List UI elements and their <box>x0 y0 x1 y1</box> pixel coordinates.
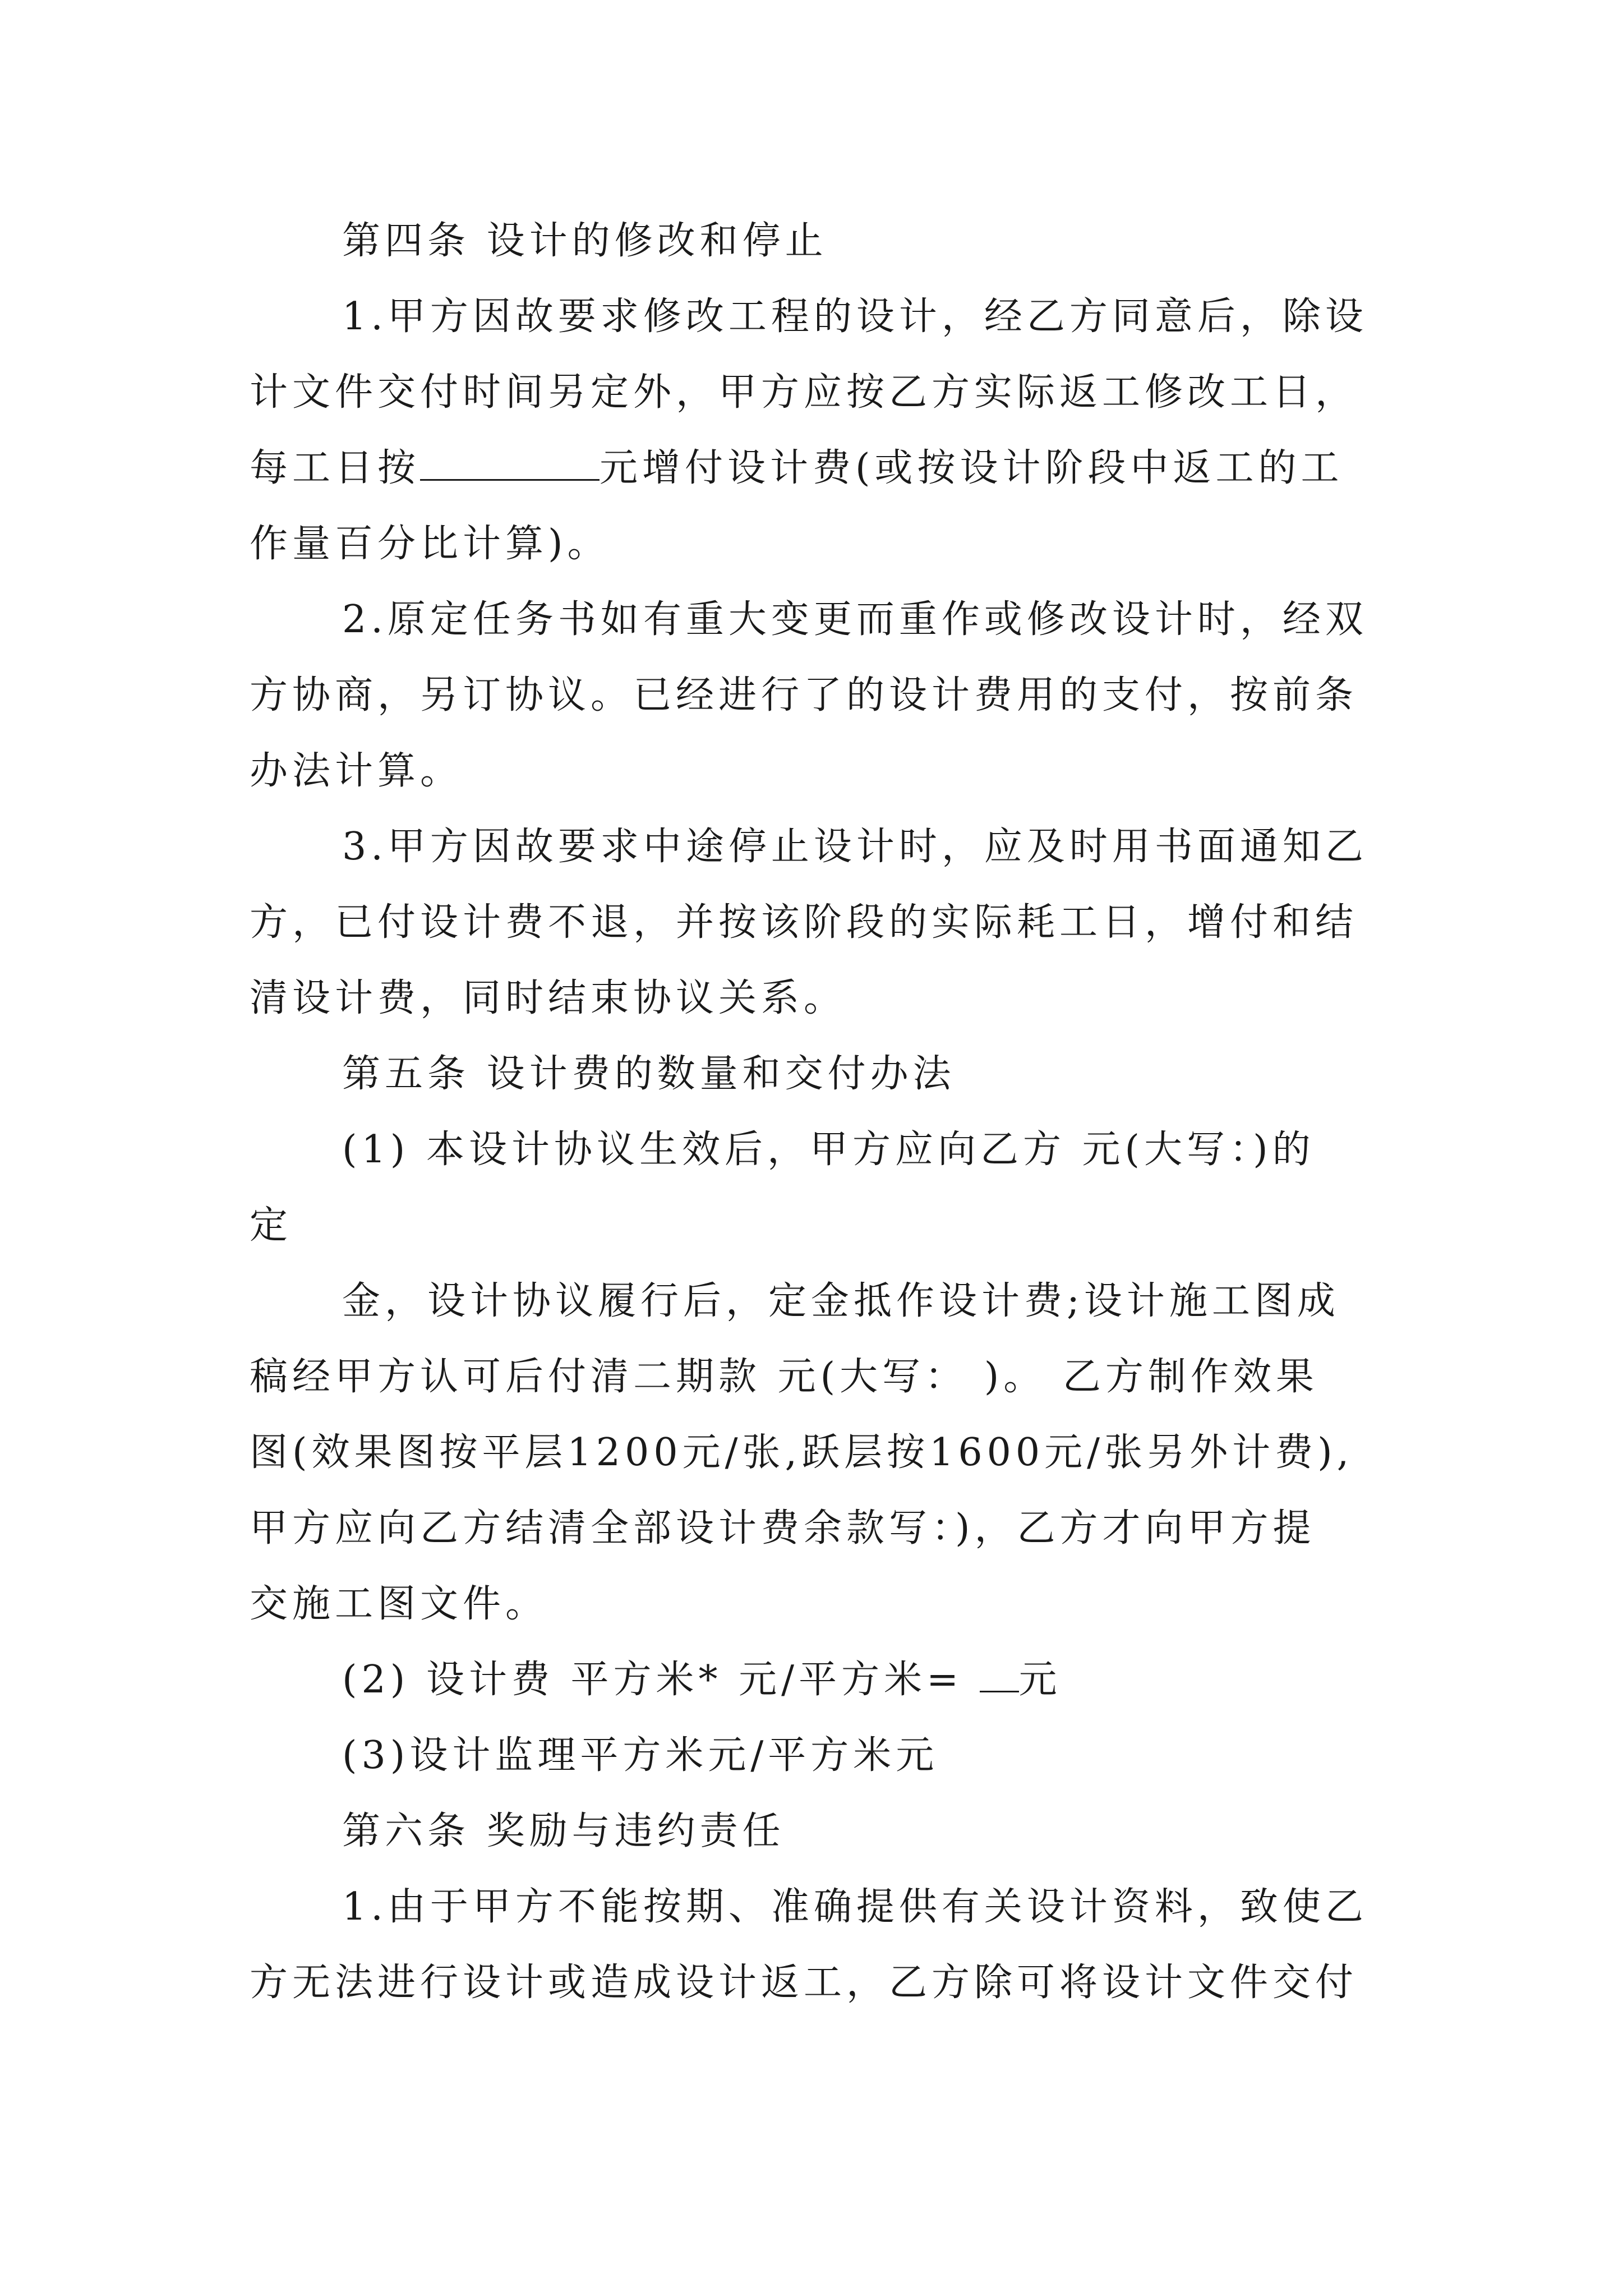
paragraph-line-with-blank <box>0 440 1623 496</box>
paragraph-text: 元增付设计费(或按设计阶段中返工的工 <box>600 446 1344 490</box>
paragraph-line: 3.甲方因故要求中途停止设计时，应及时用书面通知乙 <box>342 825 1368 869</box>
paragraph-line: 方无法进行设计或造成设计返工，乙方除可将设计文件交付 <box>250 1961 1358 2005</box>
paragraph-line: 1.由于甲方不能按期、准确提供有关设计资料，致使乙 <box>342 1885 1368 1929</box>
article-6-heading: 第六条 奖励与违约责任 <box>342 1809 785 1853</box>
fill-in-blank <box>420 444 600 481</box>
paragraph-line: 图(效果图按平层1200元/张,跃层按1600元/张另外计费), <box>250 1430 1354 1475</box>
paragraph-line: 清设计费，同时结束协议关系。 <box>250 976 847 1020</box>
paragraph-line: 金，设计协议履行后，定金抵作设计费;设计施工图成 <box>342 1279 1340 1323</box>
paragraph-text: (2) 设计费 平方米* 元/平方米= <box>342 1658 980 1702</box>
paragraph-line: 方协商，另订协议。已经进行了的设计费用的支付，按前条 <box>250 673 1358 717</box>
paragraph-line: (3)设计监理平方米元/平方米元 <box>342 1733 939 1778</box>
paragraph-line: 交施工图文件。 <box>250 1582 548 1626</box>
paragraph-line: 定 <box>250 1203 293 1248</box>
paragraph-line: 办法计算。 <box>250 749 463 793</box>
paragraph-line-with-blank <box>0 1652 1623 1708</box>
paragraph-line: 计文件交付时间另定外，甲方应按乙方实际返工修改工日， <box>250 370 1358 415</box>
paragraph-line: 稿经甲方认可后付清二期款 元(大写： )。 乙方制作效果 <box>250 1355 1318 1399</box>
paragraph-text: 元 <box>1018 1658 1062 1702</box>
article-5-heading: 第五条 设计费的数量和交付办法 <box>342 1052 956 1096</box>
paragraph-line: 甲方应向乙方结清全部设计费余款写：)，乙方才向甲方提 <box>250 1506 1316 1550</box>
paragraph-line: 1.甲方因故要求修改工程的设计，经乙方同意后，除设 <box>342 295 1368 339</box>
paragraph-line: (1) 本设计协议生效后，甲方应向乙方 元(大写：)的 <box>342 1128 1315 1172</box>
paragraph-text: 每工日按 <box>250 446 421 490</box>
paragraph-line: 方，已付设计费不退，并按该阶段的实际耗工日，增付和结 <box>250 900 1358 945</box>
fill-in-blank <box>980 1656 1019 1692</box>
paragraph-line: 2.原定任务书如有重大变更而重作或修改设计时，经双 <box>342 597 1368 642</box>
article-4-heading: 第四条 设计的修改和停止 <box>342 219 828 263</box>
paragraph-line: 作量百分比计算)。 <box>250 522 610 566</box>
